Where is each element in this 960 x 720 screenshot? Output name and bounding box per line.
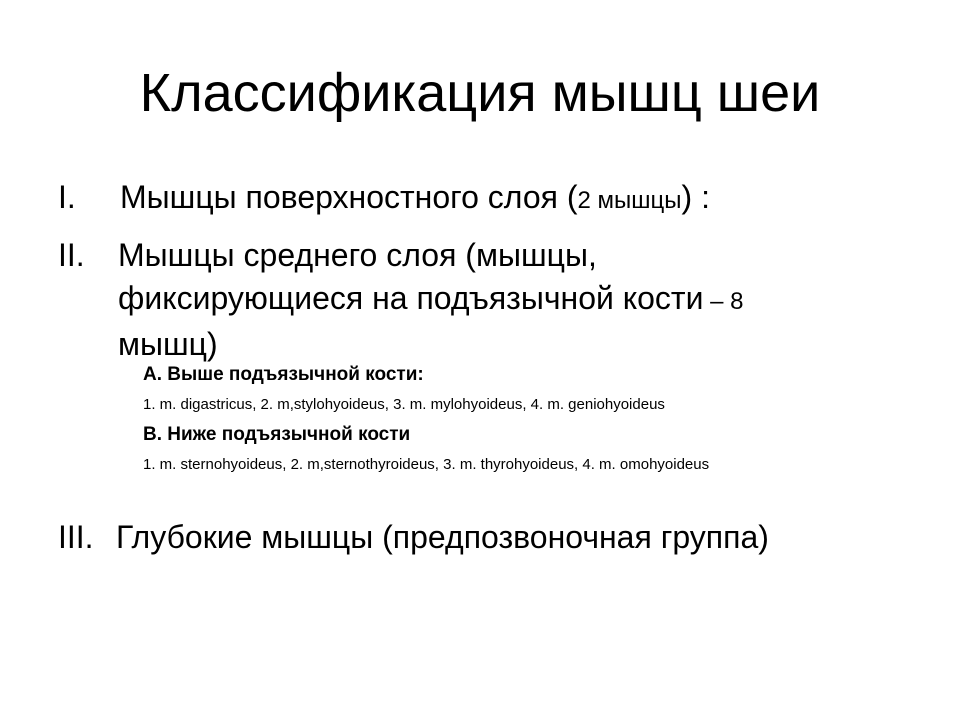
item-text-small: 2 мышцы [577, 187, 682, 214]
item-numeral: III. [58, 519, 94, 555]
subgroup-a-heading: А. Выше подъязычной кости: [143, 364, 424, 385]
item-text [118, 234, 743, 366]
item-line-2 [118, 277, 743, 323]
item-line-2-main: фиксирующиеся на подъязычной кости [118, 280, 704, 316]
subgroup-b-list: 1. m. sternohyoideus, 2. m,sternothyroideus, 3. m. thyrohyoideus, 4. m. omohyoideus [143, 456, 710, 473]
item-line-2-small: – 8 [703, 288, 744, 315]
item-text: Глубокие мышцы (предпозвоночная группа) [116, 519, 769, 555]
item-numeral: II. [58, 237, 85, 273]
list-item-3 [58, 516, 898, 559]
item-line-1: Мышцы среднего слоя (мышцы, [118, 237, 597, 273]
item-text-end: ) : [681, 179, 710, 215]
list-item-2 [58, 234, 898, 364]
item-numeral: I. [58, 179, 76, 215]
subgroup-a-list: 1. m. digastricus, 2. m,stylohyoideus, 3. m. mylohyoideus, 4. m. geniohyoideus [143, 396, 665, 413]
item-text-main: Мышцы поверхностного слоя ( [120, 179, 578, 215]
item-text [120, 176, 710, 222]
slide-title: Классификация мышц шеи [139, 63, 821, 123]
subgroup-b-heading: В. Ниже подъязычной кости [143, 424, 411, 445]
list-item-1 [58, 176, 878, 219]
item-line-3: мышц) [118, 326, 218, 362]
